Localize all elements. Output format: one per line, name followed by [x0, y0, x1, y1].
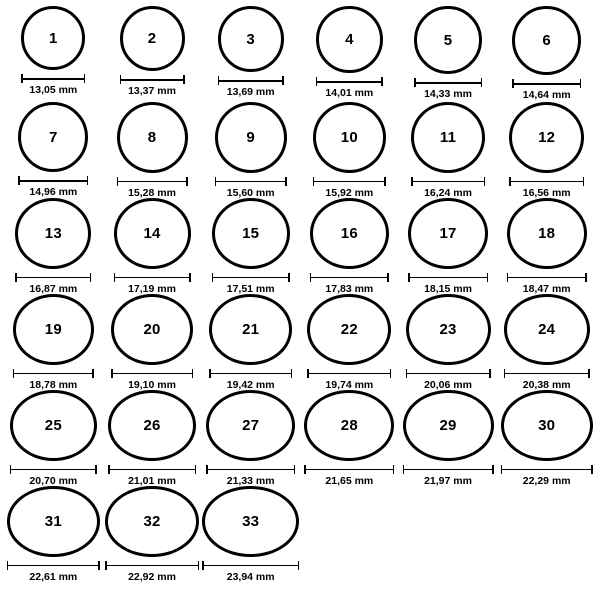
ring-circle-22 — [307, 294, 391, 365]
ring-size-label: 25 — [44, 416, 62, 434]
ring-cell-21 — [201, 294, 300, 390]
ring-measure — [501, 465, 593, 487]
ring-size-label: 9 — [246, 128, 255, 146]
caliper-icon — [18, 176, 88, 184]
ring-circle-28 — [304, 390, 394, 461]
ring-cell-13 — [4, 198, 103, 294]
ring-measure — [108, 465, 196, 487]
ring-measure — [15, 273, 91, 295]
caliper-icon — [307, 369, 391, 377]
caliper-icon — [202, 561, 299, 569]
ring-diameter-label: 18,47 mm — [522, 282, 571, 295]
ring-diameter-label: 20,38 mm — [522, 378, 571, 391]
ring-circle-11 — [411, 102, 485, 173]
ring-measure — [120, 75, 185, 97]
ring-diameter-label: 21,97 mm — [424, 474, 472, 487]
ring-circle-9 — [215, 102, 287, 173]
ring-diameter-label: 22,29 mm — [522, 474, 571, 487]
ring-diameter-label: 17,83 mm — [325, 282, 374, 295]
ring-circle-30 — [501, 390, 593, 461]
caliper-icon — [10, 465, 97, 473]
ring-diameter-label: 13,05 mm — [29, 84, 78, 96]
caliper-icon — [218, 76, 284, 84]
ring-circle-1 — [21, 6, 85, 70]
caliper-icon — [501, 465, 593, 473]
caliper-icon — [414, 78, 482, 86]
ring-size-label: 30 — [538, 416, 556, 434]
caliper-icon — [313, 177, 386, 185]
ring-size-label: 8 — [147, 128, 157, 146]
ring-cell-4 — [300, 6, 399, 102]
ring-measure — [111, 369, 193, 391]
ring-measure — [117, 177, 188, 199]
caliper-icon — [111, 369, 193, 377]
ring-size-label: 18 — [538, 224, 556, 242]
caliper-icon — [108, 465, 196, 473]
ring-diameter-label: 18,15 mm — [424, 282, 472, 295]
ring-diameter-label: 21,33 mm — [226, 474, 275, 487]
ring-measure — [304, 465, 394, 487]
ring-measure — [504, 369, 590, 391]
ring-size-label: 29 — [439, 416, 457, 434]
caliper-icon — [206, 465, 295, 473]
ring-diameter-label: 13,37 mm — [128, 85, 176, 97]
ring-size-label: 16 — [340, 224, 358, 242]
ring-circle-21 — [209, 294, 292, 365]
ring-diameter-label: 21,01 mm — [128, 474, 176, 487]
ring-measure — [114, 273, 191, 295]
ring-cell-24 — [497, 294, 596, 390]
ring-diameter-label: 14,33 mm — [424, 88, 472, 100]
caliper-icon — [512, 79, 581, 87]
ring-measure — [406, 369, 491, 391]
ring-size-label: 31 — [44, 512, 62, 530]
ring-circle-24 — [504, 294, 590, 365]
ring-diameter-label: 17,19 mm — [128, 282, 176, 295]
ring-measure — [310, 273, 389, 295]
ring-cell-23 — [399, 294, 498, 390]
ring-measure — [414, 78, 482, 100]
caliper-icon — [215, 177, 287, 185]
ring-cell-10 — [300, 102, 399, 198]
ring-circle-16 — [310, 198, 389, 269]
ring-diameter-label: 20,70 mm — [29, 474, 78, 487]
ring-diameter-label: 21,65 mm — [325, 474, 374, 487]
ring-diameter-label: 14,96 mm — [29, 186, 78, 198]
ring-circle-2 — [120, 6, 185, 71]
ring-cell-8 — [103, 102, 202, 198]
ring-cell-17 — [399, 198, 498, 294]
ring-size-label: 33 — [242, 512, 260, 530]
ring-circle-5 — [414, 6, 482, 74]
caliper-icon — [212, 273, 290, 281]
ring-measure — [10, 465, 97, 487]
ring-size-label: 17 — [439, 224, 457, 242]
ring-cell-33 — [201, 486, 300, 582]
ring-circle-27 — [206, 390, 295, 461]
ring-size-label: 19 — [44, 320, 62, 338]
ring-measure — [218, 76, 284, 98]
caliper-icon — [114, 273, 191, 281]
ring-circle-29 — [403, 390, 494, 461]
ring-size-label: 14 — [143, 224, 161, 242]
caliper-icon — [310, 273, 389, 281]
ring-cell-19 — [4, 294, 103, 390]
ring-cell-5 — [399, 6, 498, 102]
caliper-icon — [117, 177, 188, 185]
ring-diameter-label: 22,61 mm — [29, 570, 78, 583]
ring-size-label: 1 — [49, 29, 58, 47]
ring-row — [4, 294, 596, 390]
ring-measure — [509, 177, 584, 199]
ring-diameter-label: 19,42 mm — [226, 378, 275, 391]
ring-cell-14 — [103, 198, 202, 294]
caliper-icon — [120, 75, 185, 83]
ring-diameter-label: 14,64 mm — [522, 89, 571, 101]
ring-diameter-label: 16,87 mm — [29, 282, 78, 295]
ring-circle-31 — [7, 486, 100, 557]
ring-circle-3 — [218, 6, 284, 72]
ring-size-label: 10 — [340, 128, 358, 146]
ring-circle-23 — [406, 294, 491, 365]
ring-cell-22 — [300, 294, 399, 390]
ring-diameter-label: 15,60 mm — [226, 186, 275, 199]
caliper-icon — [15, 273, 91, 281]
ring-diameter-label: 20,06 mm — [424, 378, 472, 391]
ring-row — [4, 486, 596, 582]
ring-size-label: 27 — [242, 416, 260, 434]
ring-size-label: 4 — [345, 31, 354, 48]
ring-measure — [212, 273, 290, 295]
ring-diameter-label: 15,28 mm — [128, 186, 176, 199]
ring-diameter-label: 23,94 mm — [226, 570, 275, 583]
ring-diameter-label: 22,92 mm — [128, 570, 176, 583]
ring-circle-13 — [15, 198, 91, 269]
ring-size-label: 23 — [439, 320, 457, 338]
ring-cell-30 — [497, 390, 596, 486]
ring-circle-33 — [202, 486, 299, 557]
ring-measure — [202, 561, 299, 583]
ring-circle-26 — [108, 390, 196, 461]
ring-diameter-label: 16,24 mm — [424, 186, 472, 199]
ring-diameter-label: 14,01 mm — [325, 87, 374, 99]
ring-size-label: 32 — [143, 512, 161, 530]
ring-cell-12 — [497, 102, 596, 198]
ring-cell-25 — [4, 390, 103, 486]
ring-size-label: 5 — [443, 31, 453, 49]
caliper-icon — [507, 273, 587, 281]
ring-diameter-label: 15,92 mm — [325, 186, 374, 199]
ring-diameter-label: 16,56 mm — [522, 186, 571, 199]
ring-circle-25 — [10, 390, 97, 461]
ring-circle-32 — [105, 486, 199, 557]
ring-circle-12 — [509, 102, 584, 173]
ring-size-label: 3 — [246, 30, 255, 48]
ring-measure — [507, 273, 587, 295]
caliper-icon — [7, 561, 100, 569]
ring-circle-7 — [18, 102, 88, 172]
ring-row — [4, 390, 596, 486]
caliper-icon — [105, 561, 199, 569]
caliper-icon — [411, 177, 485, 185]
ring-cell-20 — [103, 294, 202, 390]
ring-cell-9 — [201, 102, 300, 198]
ring-diameter-label: 19,74 mm — [325, 378, 374, 391]
ring-measure — [215, 177, 287, 199]
ring-row — [4, 198, 596, 294]
ring-size-label: 24 — [538, 320, 556, 338]
ring-cell-2 — [103, 6, 202, 102]
caliper-icon — [504, 369, 590, 377]
ring-circle-20 — [111, 294, 193, 365]
ring-cell-29 — [399, 390, 498, 486]
ring-size-label: 12 — [538, 128, 556, 146]
ring-cell-31 — [4, 486, 103, 582]
ring-size-label: 15 — [242, 224, 260, 242]
ring-size-label: 28 — [340, 416, 358, 434]
ring-row — [4, 102, 596, 198]
ring-measure — [403, 465, 494, 487]
ring-diameter-label: 13,69 mm — [226, 86, 275, 98]
ring-measure — [13, 369, 94, 391]
ring-cell-6 — [497, 6, 596, 102]
ring-size-label: 21 — [242, 320, 260, 338]
ring-measure — [21, 74, 85, 96]
ring-circle-4 — [316, 6, 383, 73]
ring-circle-19 — [13, 294, 94, 365]
caliper-icon — [509, 177, 584, 185]
ring-size-label: 7 — [49, 128, 58, 146]
ring-cell-3 — [201, 6, 300, 102]
ring-measure — [411, 177, 485, 199]
ring-measure — [408, 273, 488, 295]
ring-circle-6 — [512, 6, 581, 75]
ring-measure — [206, 465, 295, 487]
ring-circle-15 — [212, 198, 290, 269]
ring-measure — [105, 561, 199, 583]
ring-circle-10 — [313, 102, 386, 173]
caliper-icon — [13, 369, 94, 377]
ring-diameter-label: 18,78 mm — [29, 378, 78, 391]
ring-measure — [307, 369, 391, 391]
ring-circle-8 — [117, 102, 188, 173]
ring-cell-28 — [300, 390, 399, 486]
caliper-icon — [406, 369, 491, 377]
ring-size-label: 22 — [340, 320, 358, 338]
ring-diameter-label: 19,10 mm — [128, 378, 176, 391]
ring-size-label: 6 — [542, 32, 551, 49]
ring-size-label: 2 — [147, 30, 157, 47]
ring-cell-15 — [201, 198, 300, 294]
caliper-icon — [408, 273, 488, 281]
ring-cell-32 — [103, 486, 202, 582]
ring-cell-18 — [497, 198, 596, 294]
caliper-icon — [403, 465, 494, 473]
ring-size-label: 20 — [143, 320, 161, 338]
ring-cell-27 — [201, 390, 300, 486]
ring-measure — [209, 369, 292, 391]
ring-cell-7 — [4, 102, 103, 198]
ring-circle-14 — [114, 198, 191, 269]
caliper-icon — [304, 465, 394, 473]
ring-size-label: 11 — [439, 128, 457, 146]
ring-size-label: 13 — [44, 224, 62, 242]
ring-cell-1 — [4, 6, 103, 102]
caliper-icon — [316, 77, 383, 85]
ring-size-label: 26 — [143, 416, 161, 434]
caliper-icon — [209, 369, 292, 377]
ring-cell-26 — [103, 390, 202, 486]
ring-measure — [512, 79, 581, 101]
caliper-icon — [21, 74, 85, 82]
ring-circle-17 — [408, 198, 488, 269]
ring-cell-16 — [300, 198, 399, 294]
ring-row — [4, 6, 596, 102]
ring-circle-18 — [507, 198, 587, 269]
ring-measure — [7, 561, 100, 583]
ring-measure — [18, 176, 88, 198]
ring-measure — [316, 77, 383, 99]
ring-diameter-label: 17,51 mm — [226, 282, 275, 295]
ring-measure — [313, 177, 386, 199]
ring-cell-11 — [399, 102, 498, 198]
